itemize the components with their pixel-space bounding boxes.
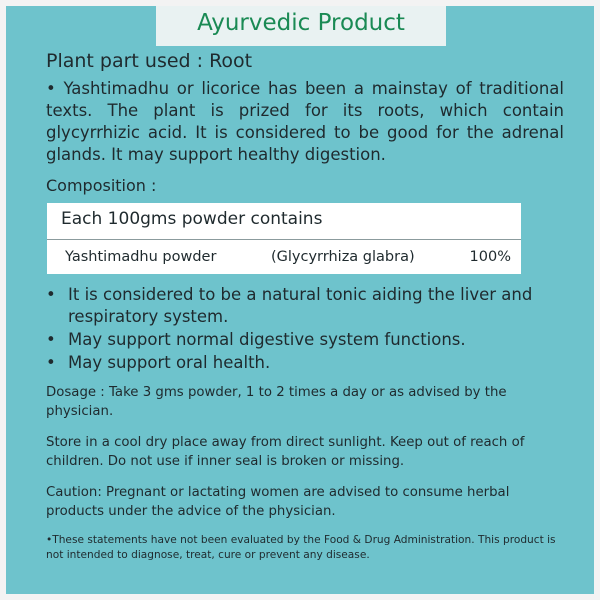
label-content (46, 50, 564, 563)
storage-text: Store in a cool dry place away from direct sunlight. Keep out of reach of children. Do not use if inner seal is broken or missing. (46, 435, 525, 469)
list-item (46, 284, 564, 328)
bullet-icon: • (46, 353, 56, 372)
benefit-text: It is considered to be a natural tonic aiding the liver and respiratory system. (68, 285, 533, 326)
list-item (46, 329, 564, 351)
title-tab (156, 6, 446, 46)
ingredient-name: Yashtimadhu powder (65, 249, 217, 265)
dosage-text: Dosage : Take 3 gms powder, 1 to 2 times a day or as advised by the physician. (46, 385, 507, 419)
product-label-panel (6, 6, 594, 594)
caution-text: Caution: Pregnant or lactating women are advised to consume herbal products under the advice of the physician. (46, 485, 510, 519)
page-title: Ayurvedic Product (197, 10, 405, 36)
benefits-list (46, 284, 564, 374)
bullet-icon: • (46, 285, 56, 304)
composition-table (47, 203, 521, 274)
composition-label: Composition : (46, 176, 157, 195)
plant-part-used: Plant part used : Root (46, 50, 253, 72)
composition-row (47, 240, 521, 274)
list-item (46, 352, 564, 374)
ingredient-botanical-name: (Glycyrrhiza glabra) (271, 249, 415, 265)
ingredient-percent: 100% (469, 249, 511, 265)
composition-header: Each 100gms powder contains (47, 203, 521, 240)
benefit-text: May support oral health. (68, 353, 271, 372)
intro-paragraph: • Yashtimadhu or licorice has been a mainstay of traditional texts. The plant is prized for its roots, which contain glycyrrhizic acid. It is considered to be good for the adrenal glands. It may support healthy digestion. (46, 79, 564, 164)
fda-disclaimer: •These statements have not been evaluated by the Food & Drug Administration. This product is not intended to diagnose, treat, cure or prevent any disease. (46, 534, 556, 561)
benefit-text: May support normal digestive system functions. (68, 330, 466, 349)
bullet-icon: • (46, 330, 56, 349)
